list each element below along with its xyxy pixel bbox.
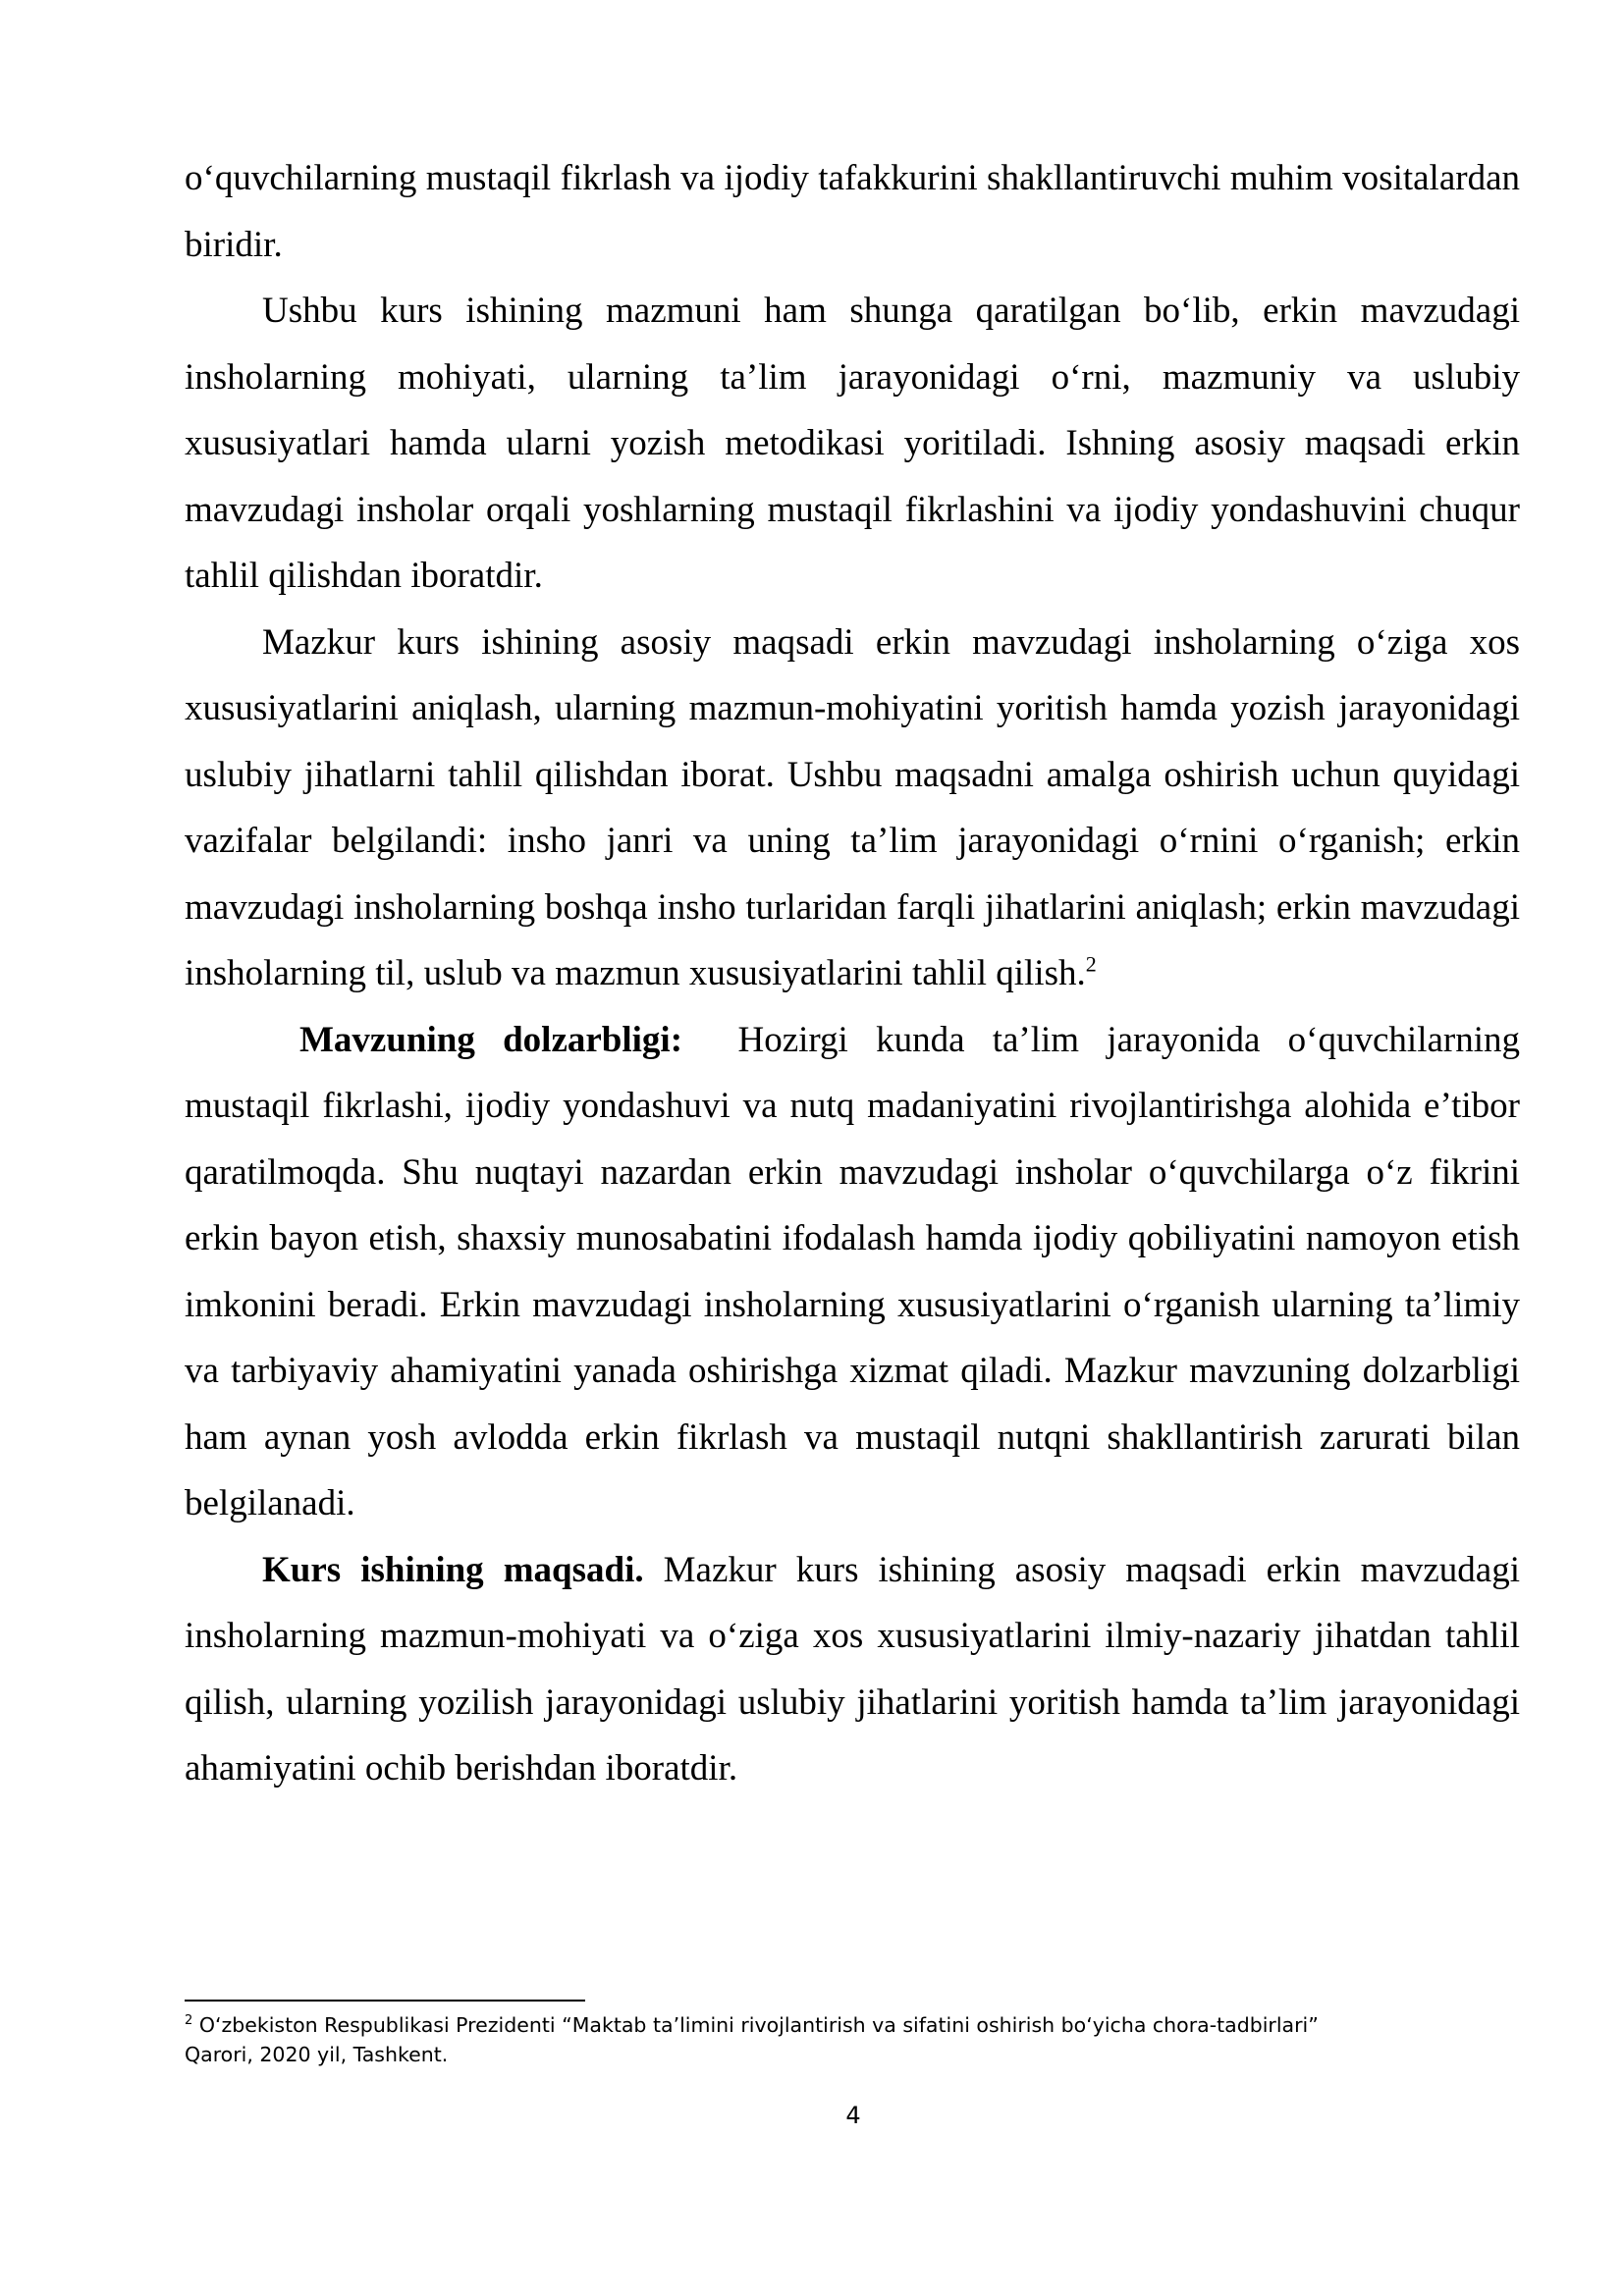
footnote-reference[interactable]: 2 (1085, 951, 1097, 977)
paragraph-intro-continuation: o‘quvchilarning mustaqil fikrlash va ijodiy tafakkurini shakllantiruvchi muhim vositalardan biridir. (185, 158, 1520, 265)
relevance-text: Hozirgi kunda ta’lim jarayonida o‘quvchilarning mustaqil fikrlashi, ijodiy yondashuvi va nutq madaniyatini rivojlantirishga alohida e’tibor qaratilmoqda. Shu nuqtayi nazardan erkin mavzudagi insholar o‘quvchilarga o‘z fikrini erkin bayon etish, shaxsiy munosabatini ifodalash hamda ijodiy qobiliyatini namoyon etish imkonini beradi. Erkin mavzudagi insholarning xususiyatlarini o‘rganish ularning ta’limiy va tarbiyaviy ahamiyatini yanada oshirishga xizmat qiladi. Mazkur mavzuning dolzarbligi ham aynan yosh avlodda erkin fikrlash va mustaqil nutqni shakllantirish zarurati bilan belgilanadi. (185, 1019, 1520, 1523)
footnote-line-2: Qarori, 2020 yil, Tashkent. (185, 2043, 449, 2066)
paragraph-relevance (185, 1007, 1520, 1537)
relevance-heading: Mavzuning dolzarbligi: (299, 1019, 683, 1060)
footnote-line-1 (185, 2010, 1520, 2040)
footnote (185, 2010, 1520, 2069)
paragraph-course-aim-text: Mazkur kurs ishining asosiy maqsadi erkin mavzudagi insholarning o‘ziga xos xususiyatlarini aniqlash, ularning mazmun-mohiyatini yoritish hamda yozish jarayonidagi uslubiy jihatlarni tahlil qilishdan iborat. Ushbu maqsadni amalga oshirish uchun quyidagi vazifalar belgilandi: insho janri va uning ta’lim jarayonidagi o‘rnini o‘rganish; erkin mavzudagi insholarning boshqa insho turlaridan farqli jihatlarini aniqlash; erkin mavzudagi insholarning til, uslub va mazmun xususiyatlarini tahlil qilish. (185, 621, 1520, 993)
goal-text: Mazkur kurs ishining asosiy maqsadi erkin mavzudagi insholarning mazmun-mohiyati va o‘ziga xos xususiyatlarini ilmiy-nazariy jihatdan tahlil qilish, ularning yozilish jarayonidagi uslubiy jihatlarini yoritish hamda ta’lim jarayonidagi ahamiyatini ochib berishdan iboratdir. (185, 1549, 1520, 1789)
page-number: 4 (845, 2102, 861, 2129)
paragraph-course-aim (185, 610, 1520, 1007)
body-text (185, 145, 1520, 1802)
footnote-text-1: O‘zbekiston Respublikasi Prezidenti “Maktab ta’limini rivojlantirish va sifatini oshirish bo‘yicha chora-tadbirlari” (198, 2013, 1319, 2037)
footnote-number: 2 (185, 2013, 193, 2029)
paragraph-goal (185, 1537, 1520, 1802)
goal-heading: Kurs ishining maqsadi. (262, 1549, 644, 1590)
paragraph-course-content: Ushbu kurs ishining mazmuni ham shunga qaratilgan bo‘lib, erkin mavzudagi insholarning mohiyati, ularning ta’lim jarayonidagi o‘rni, mazmuniy va uslubiy xususiyatlari hamda ularni yozish metodikasi yoritiladi. Ishning asosiy maqsadi erkin mavzudagi insholar orqali yoshlarning mustaqil fikrlashini va ijodiy yondashuvini chuqur tahlil qilishdan iboratdir. (185, 291, 1520, 596)
footnote-separator (185, 2000, 585, 2002)
